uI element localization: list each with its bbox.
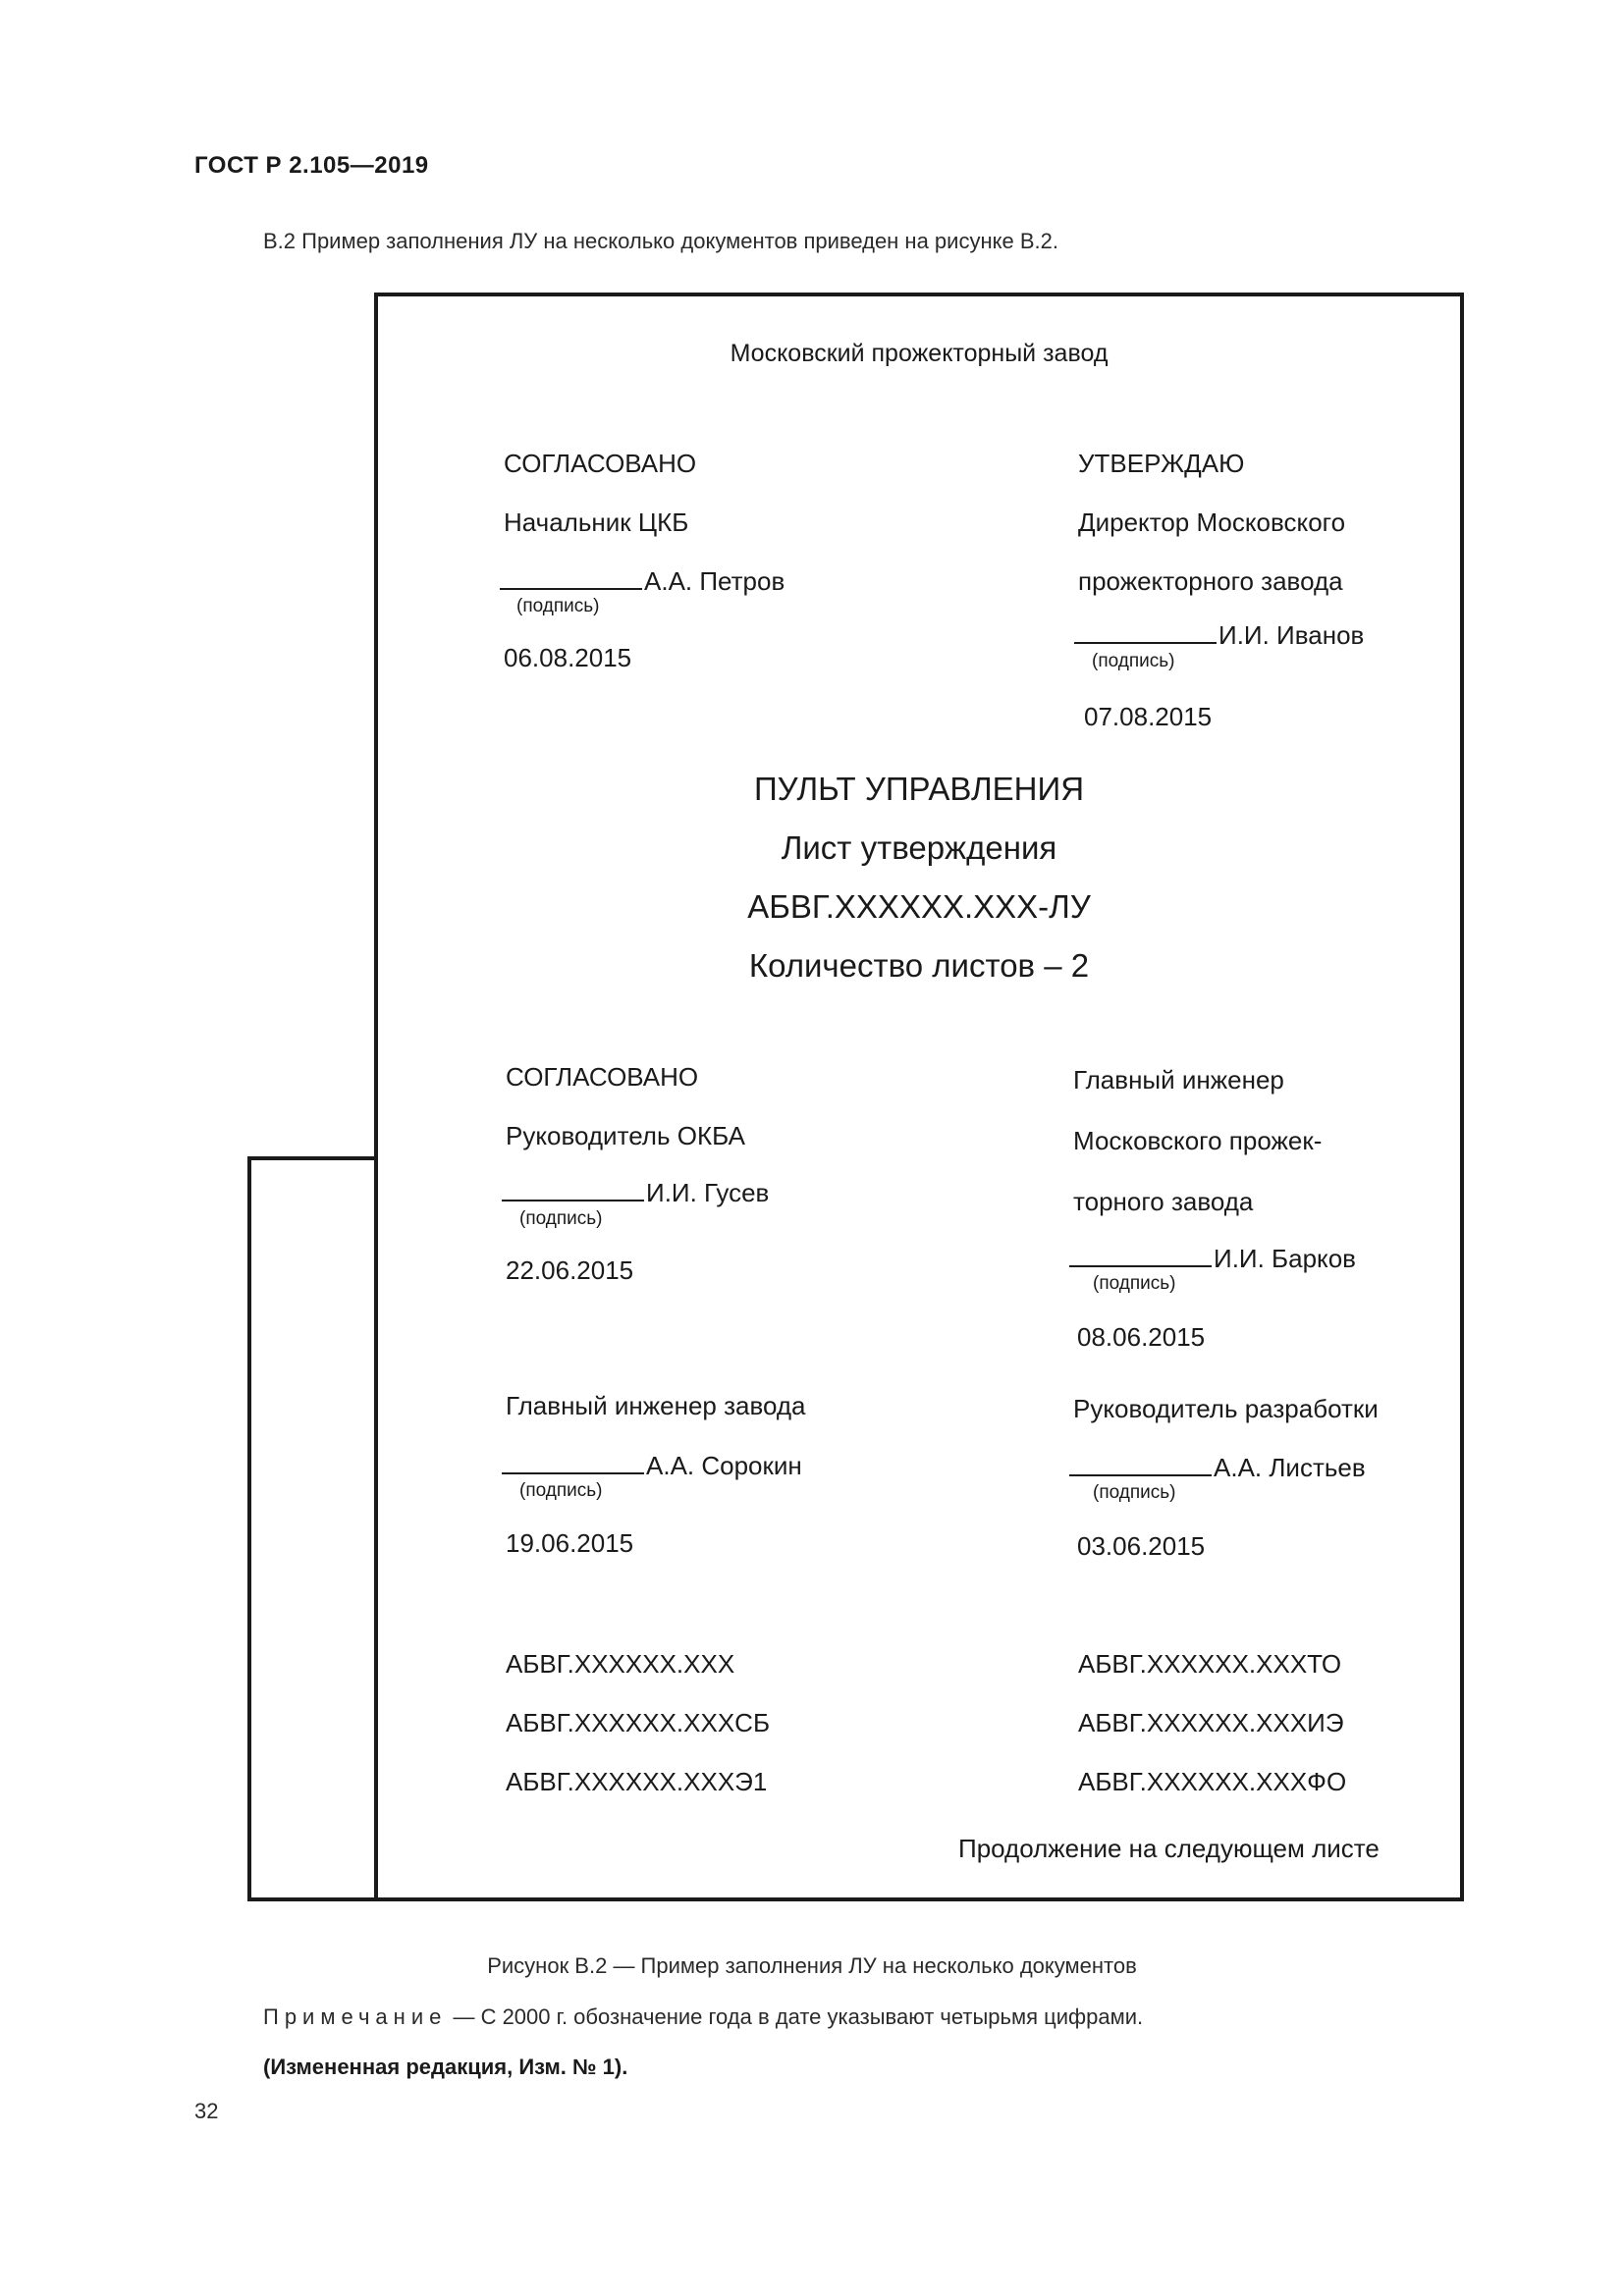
signature-line [500,566,642,590]
amendment-note: (Измененная редакция, Изм. № 1). [263,2055,628,2079]
signature-line [1074,620,1217,644]
left-approval-signature-line [500,566,785,597]
agree2-signature-line [502,1178,769,1208]
left-approval-name: А.А. Петров [644,566,785,596]
chief-engineer-plant-position-2: Московского прожек- [1073,1126,1323,1155]
continuation-note: Продолжение на следующем листе [958,1834,1380,1863]
chief-engineer-plant-position-3: торного завода [1073,1187,1254,1216]
note-paragraph [263,2004,1143,2030]
left-approval-heading: СОГЛАСОВАНО [504,449,697,478]
dev-lead-date: 03.06.2015 [1077,1531,1206,1561]
agree2-name: И.И. Гусев [646,1178,770,1207]
left-approval-date: 06.08.2015 [504,643,632,672]
right-approval-heading: УТВЕРЖДАЮ [1078,449,1245,478]
note-label: Примечание [263,2004,448,2029]
chief-engineer-date: 19.06.2015 [506,1528,634,1558]
document-code: АБВГ.XXXXXX.XXXСБ [506,1708,771,1737]
organization-name: Московский прожекторный завод [730,340,1109,367]
chief-engineer-signature-line [502,1451,802,1481]
agree2-sign-caption: (подпись) [519,1208,603,1229]
chief-engineer-plant-date: 08.06.2015 [1077,1322,1206,1352]
chief-engineer-plant-position-1: Главный инженер [1073,1065,1284,1095]
right-approval-date: 07.08.2015 [1084,702,1213,731]
document-designation: АБВГ.XXXXXX.XXX-ЛУ [747,888,1091,925]
note-text: — С 2000 г. обозначение года в дате указывают четырьмя цифрами. [447,2004,1144,2029]
page-number: 32 [194,2099,219,2123]
document-code: АБВГ.XXXXXX.XXXФО [1078,1767,1347,1796]
intro-paragraph: В.2 Пример заполнения ЛУ на несколько документов приведен на рисунке В.2. [263,229,1058,253]
chief-engineer-plant-name: И.И. Барков [1214,1244,1356,1273]
figure-caption: Рисунок В.2 — Пример заполнения ЛУ на несколько документов [487,1953,1137,1978]
right-approval-position-1: Директор Московского [1078,507,1346,537]
agree2-heading: СОГЛАСОВАНО [506,1062,699,1092]
standard-header: ГОСТ Р 2.105—2019 [194,152,429,179]
form-stub-border [247,1156,378,1901]
dev-lead-position: Руководитель разработки [1073,1394,1379,1423]
right-approval-sign-caption: (подпись) [1092,651,1175,671]
signature-line [1069,1453,1212,1476]
chief-engineer-position: Главный инженер завода [506,1391,806,1420]
right-approval-signature-line [1074,620,1364,651]
document-code: АБВГ.XXXXXX.XXX [506,1649,735,1679]
sheet-count: Количество листов – 2 [748,947,1090,984]
chief-engineer-plant-signature-line [1069,1244,1356,1274]
right-approval-position-2: прожекторного завода [1078,566,1343,596]
document-type: Лист утверждения [781,829,1057,866]
signature-line [502,1178,644,1201]
document-code: АБВГ.XXXXXX.XXXИЭ [1078,1708,1344,1737]
signature-line [1069,1244,1212,1267]
chief-engineer-name: А.А. Сорокин [646,1451,802,1480]
dev-lead-name: А.А. Листьев [1214,1453,1366,1482]
right-approval-name: И.И. Иванов [1218,620,1365,650]
chief-engineer-sign-caption: (подпись) [519,1480,603,1501]
chief-engineer-plant-sign-caption: (подпись) [1093,1273,1176,1294]
left-approval-sign-caption: (подпись) [516,596,600,616]
agree2-position: Руководитель ОКБА [506,1121,745,1150]
left-approval-position: Начальник ЦКБ [504,507,689,537]
document-code: АБВГ.XXXXXX.XXXТО [1078,1649,1342,1679]
signature-line [502,1451,644,1474]
approval-sheet-frame [374,293,1464,1901]
dev-lead-signature-line [1069,1453,1366,1483]
product-title: ПУЛЬТ УПРАВЛЕНИЯ [753,771,1085,807]
agree2-date: 22.06.2015 [506,1255,634,1285]
document-code: АБВГ.XXXXXX.XXXЭ1 [506,1767,768,1796]
dev-lead-sign-caption: (подпись) [1093,1482,1176,1503]
